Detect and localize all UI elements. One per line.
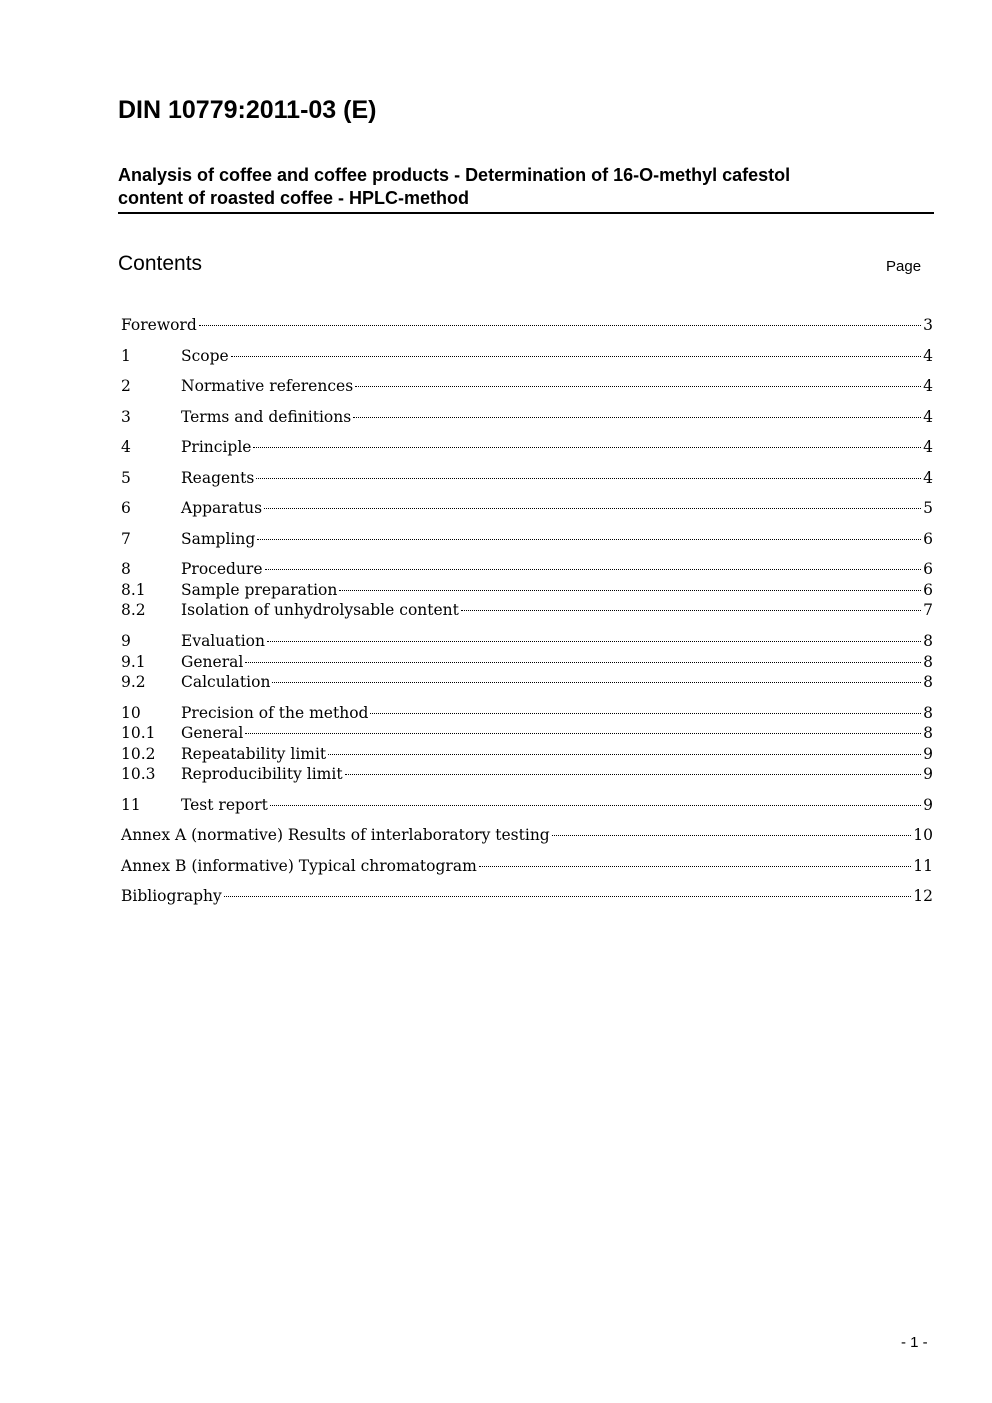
toc-dot-leader [199,325,921,326]
toc-entry-number: 8.1 [121,581,146,599]
toc-entry-8[interactable] [121,559,933,579]
toc-entry-annex-a[interactable] [121,825,933,845]
toc-entry-9-2[interactable] [121,672,933,692]
toc-entry-7[interactable] [121,529,933,549]
toc-entry-label: General [181,653,244,671]
toc-dot-leader [264,508,921,509]
toc-entry-label: Precision of the method [181,704,369,722]
toc-entry-number: 10.3 [121,765,156,783]
toc-dot-leader [257,539,921,540]
toc-entry-page: 4 [923,347,933,365]
toc-entry-2[interactable] [121,376,933,396]
toc-entry-page: 5 [923,499,933,517]
toc-entry-label: Terms and definitions [181,408,352,426]
toc-entry-page: 3 [923,316,933,334]
toc-entry-page: 4 [923,469,933,487]
toc-entry-number: 4 [121,438,131,456]
toc-entry-number: 5 [121,469,131,487]
toc-entry-number: 3 [121,408,131,426]
toc-entry-8-2[interactable] [121,600,933,620]
toc-entry-1[interactable] [121,346,933,366]
toc-entry-9[interactable] [121,631,933,651]
page-number: - 1 - [901,1334,928,1351]
toc-dot-leader [245,733,921,734]
toc-entry-label: Calculation [181,673,271,691]
toc-entry-10[interactable] [121,703,933,723]
toc-entry-label: Foreword [121,316,197,334]
toc-dot-leader [231,356,921,357]
toc-dot-leader [256,478,921,479]
toc-entry-number: 9 [121,632,131,650]
toc-entry-label: Reagents [181,469,255,487]
toc-entry-4[interactable] [121,437,933,457]
toc-dot-leader [253,447,921,448]
toc-entry-number: 6 [121,499,131,517]
toc-entry-label: Isolation of unhydrolysable content [181,601,459,619]
toc-entry-number: 8 [121,560,131,578]
toc-entry-foreword[interactable] [121,315,933,335]
toc-entry-number: 9.1 [121,653,146,671]
toc-entry-page: 12 [913,887,933,905]
toc-entry-8-1[interactable] [121,580,933,600]
toc-entry-number: 10.2 [121,745,156,763]
toc-dot-leader [272,682,921,683]
toc-entry-page: 4 [923,408,933,426]
toc-entry-label: Reproducibility limit [181,765,343,783]
document-title-line-1: Analysis of coffee and coffee products - Determination of 16-O-methyl cafestol [118,165,791,185]
toc-entry-label: Scope [181,347,229,365]
toc-entry-page: 8 [923,632,933,650]
document-title-line-2: content of roasted coffee - HPLC-method [118,188,470,208]
toc-entry-page: 4 [923,438,933,456]
toc-dot-leader [552,835,912,836]
toc-entry-label: Apparatus [181,499,263,517]
toc-entry-label: Repeatability limit [181,745,327,763]
toc-entry-page: 6 [923,581,933,599]
contents-heading: Contents [118,252,203,275]
toc-entry-label: General [181,724,244,742]
toc-dot-leader [339,590,921,591]
toc-entry-page: 6 [923,560,933,578]
toc-dot-leader [461,610,921,611]
toc-dot-leader [265,569,922,570]
toc-entry-number: 10.1 [121,724,156,742]
toc-dot-leader [267,641,921,642]
toc-dot-leader [353,417,921,418]
toc-entry-page: 8 [923,704,933,722]
page-column-heading: Page [886,258,922,275]
toc-entry-3[interactable] [121,407,933,427]
toc-entry-label: Normative references [181,377,354,395]
toc-entry-page: 8 [923,673,933,691]
toc-dot-leader [355,386,921,387]
toc-entry-label: Annex A (normative) Results of interlaboratory testing [121,826,550,844]
toc-dot-leader [224,896,912,897]
toc-entry-label: Principle [181,438,252,456]
toc-entry-page: 9 [923,796,933,814]
toc-entry-page: 6 [923,530,933,548]
toc-entry-bibliography[interactable] [121,886,933,906]
toc-dot-leader [328,754,921,755]
toc-entry-page: 8 [923,653,933,671]
toc-entry-page: 8 [923,724,933,742]
toc-entry-label: Sample preparation [181,581,338,599]
toc-entry-label: Bibliography [121,887,222,905]
toc-entry-page: 11 [913,857,933,875]
toc-entry-number: 7 [121,530,131,548]
toc-entry-10-1[interactable] [121,723,933,743]
toc-dot-leader [479,866,911,867]
toc-entry-label: Procedure [181,560,263,578]
toc-entry-label: Evaluation [181,632,265,650]
toc-entry-11[interactable] [121,795,933,815]
toc-entry-number: 2 [121,377,131,395]
toc-entry-9-1[interactable] [121,652,933,672]
toc-entry-number: 8.2 [121,601,146,619]
toc-entry-page: 4 [923,377,933,395]
toc-entry-page: 10 [913,826,933,844]
toc-entry-number: 11 [121,796,141,814]
toc-dot-leader [245,662,921,663]
toc-entry-page: 9 [923,765,933,783]
toc-entry-label: Sampling [181,530,256,548]
toc-entry-6[interactable] [121,498,933,518]
document-title [118,164,934,214]
toc-entry-label: Annex B (informative) Typical chromatogram [121,857,477,875]
toc-dot-leader [370,713,921,714]
toc-entry-number: 10 [121,704,141,722]
toc-entry-label: Test report [181,796,268,814]
toc-entry-number: 9.2 [121,673,146,691]
toc-entry-number: 1 [121,347,131,365]
toc-dot-leader [270,805,921,806]
toc-entry-10-2[interactable] [121,744,933,764]
toc-dot-leader [345,774,922,775]
document-number: DIN 10779:2011-03 (E) [118,96,377,124]
toc-entry-5[interactable] [121,468,933,488]
toc-entry-page: 9 [923,745,933,763]
toc-entry-10-3[interactable] [121,764,933,784]
toc-entry-annex-b[interactable] [121,856,933,876]
toc-entry-page: 7 [923,601,933,619]
